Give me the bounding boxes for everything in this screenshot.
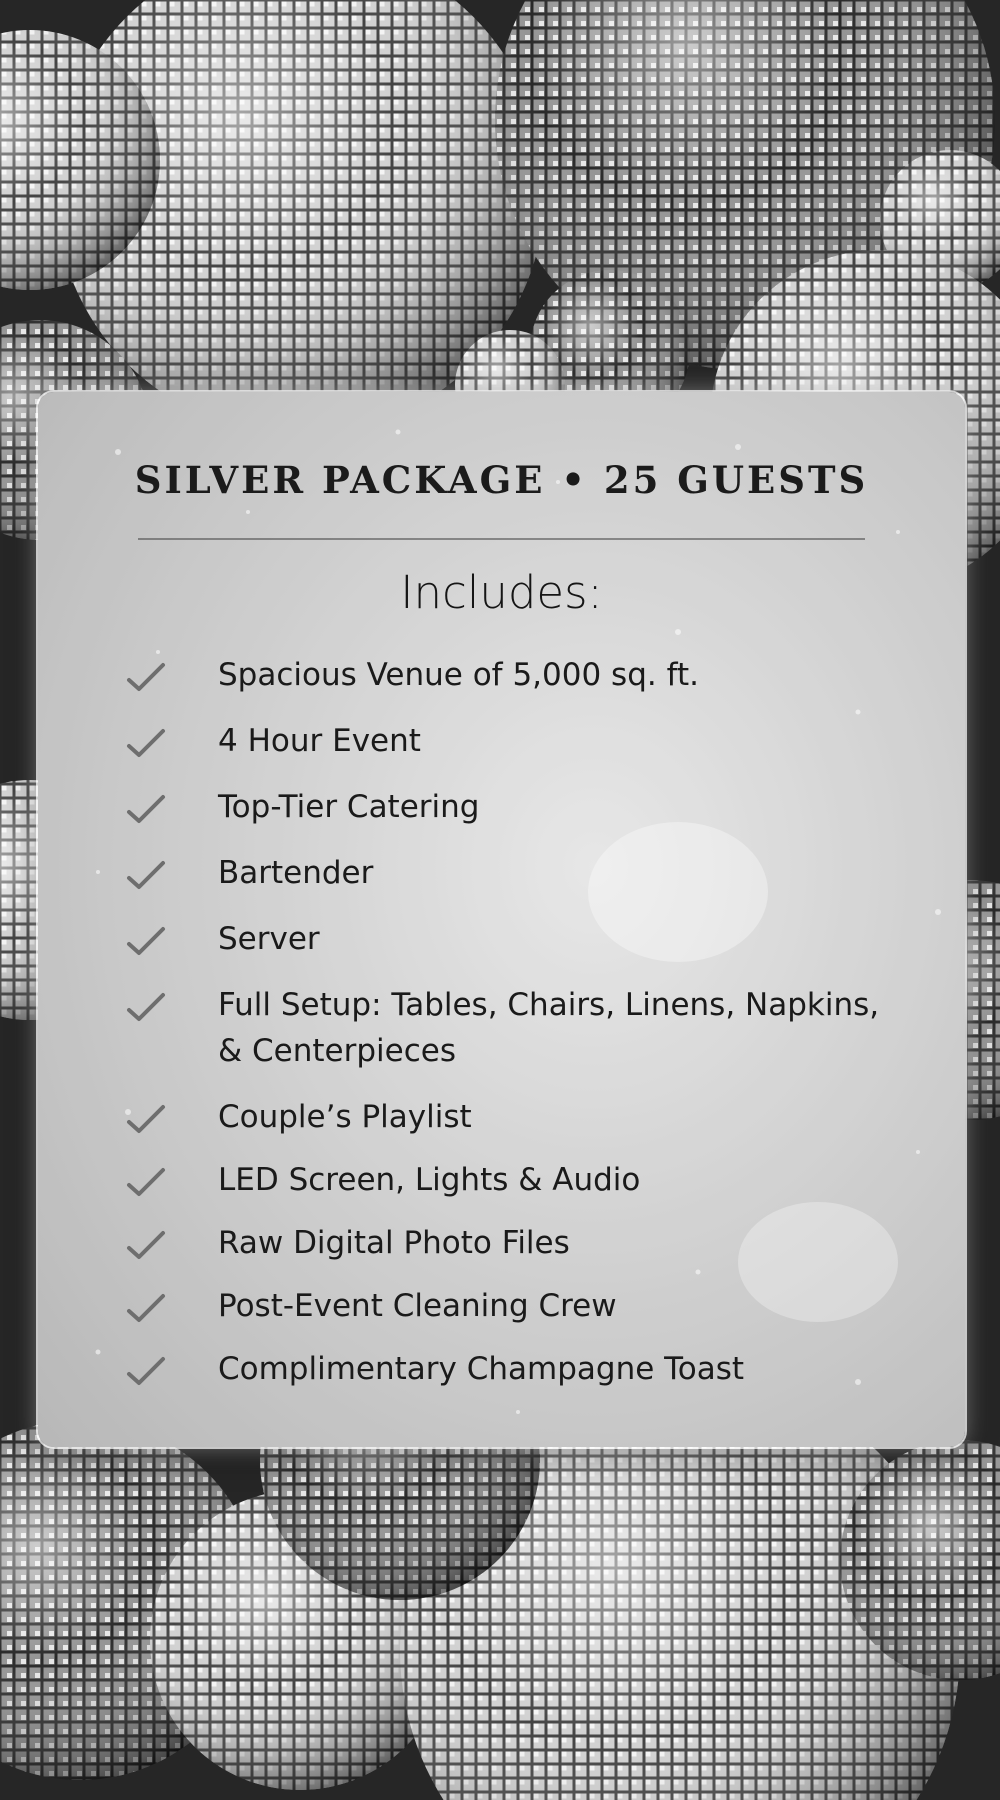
item-label: LED Screen, Lights & Audio xyxy=(218,1162,641,1198)
item-label: Complimentary Champagne Toast xyxy=(218,1351,745,1387)
item-label: Server xyxy=(218,921,320,957)
checkmark-icon xyxy=(126,992,166,1024)
item-label: 4 Hour Event xyxy=(218,723,421,759)
item-label: Post-Event Cleaning Crew xyxy=(218,1288,617,1324)
checkmark-icon xyxy=(126,926,166,958)
checkmark-icon xyxy=(126,1230,166,1262)
checkmark-icon xyxy=(126,1293,166,1325)
item-label: Spacious Venue of 5,000 sq. ft. xyxy=(218,657,699,693)
checkmark-icon xyxy=(126,794,166,826)
list-item xyxy=(126,982,906,1092)
package-title: SILVER PACKAGE • 25 GUESTS xyxy=(134,458,869,502)
checkmark-icon xyxy=(126,860,166,892)
checkmark-icon xyxy=(126,662,166,694)
item-label: Full Setup: Tables, Chairs, Linens, Napkins, & Centerpieces xyxy=(218,987,880,1069)
checkmark-icon xyxy=(126,1104,166,1136)
item-label: Bartender xyxy=(218,855,374,891)
includes-heading: Includes: xyxy=(400,566,603,619)
item-label: Raw Digital Photo Files xyxy=(218,1225,570,1261)
inclusions-list xyxy=(38,392,965,1447)
checkmark-icon xyxy=(126,1167,166,1199)
item-label: Top-Tier Catering xyxy=(218,789,480,825)
checkmark-icon xyxy=(126,728,166,760)
list-item xyxy=(126,1346,906,1426)
checkmark-icon xyxy=(126,1356,166,1388)
item-label: Couple’s Playlist xyxy=(218,1099,472,1135)
package-card xyxy=(36,390,967,1449)
